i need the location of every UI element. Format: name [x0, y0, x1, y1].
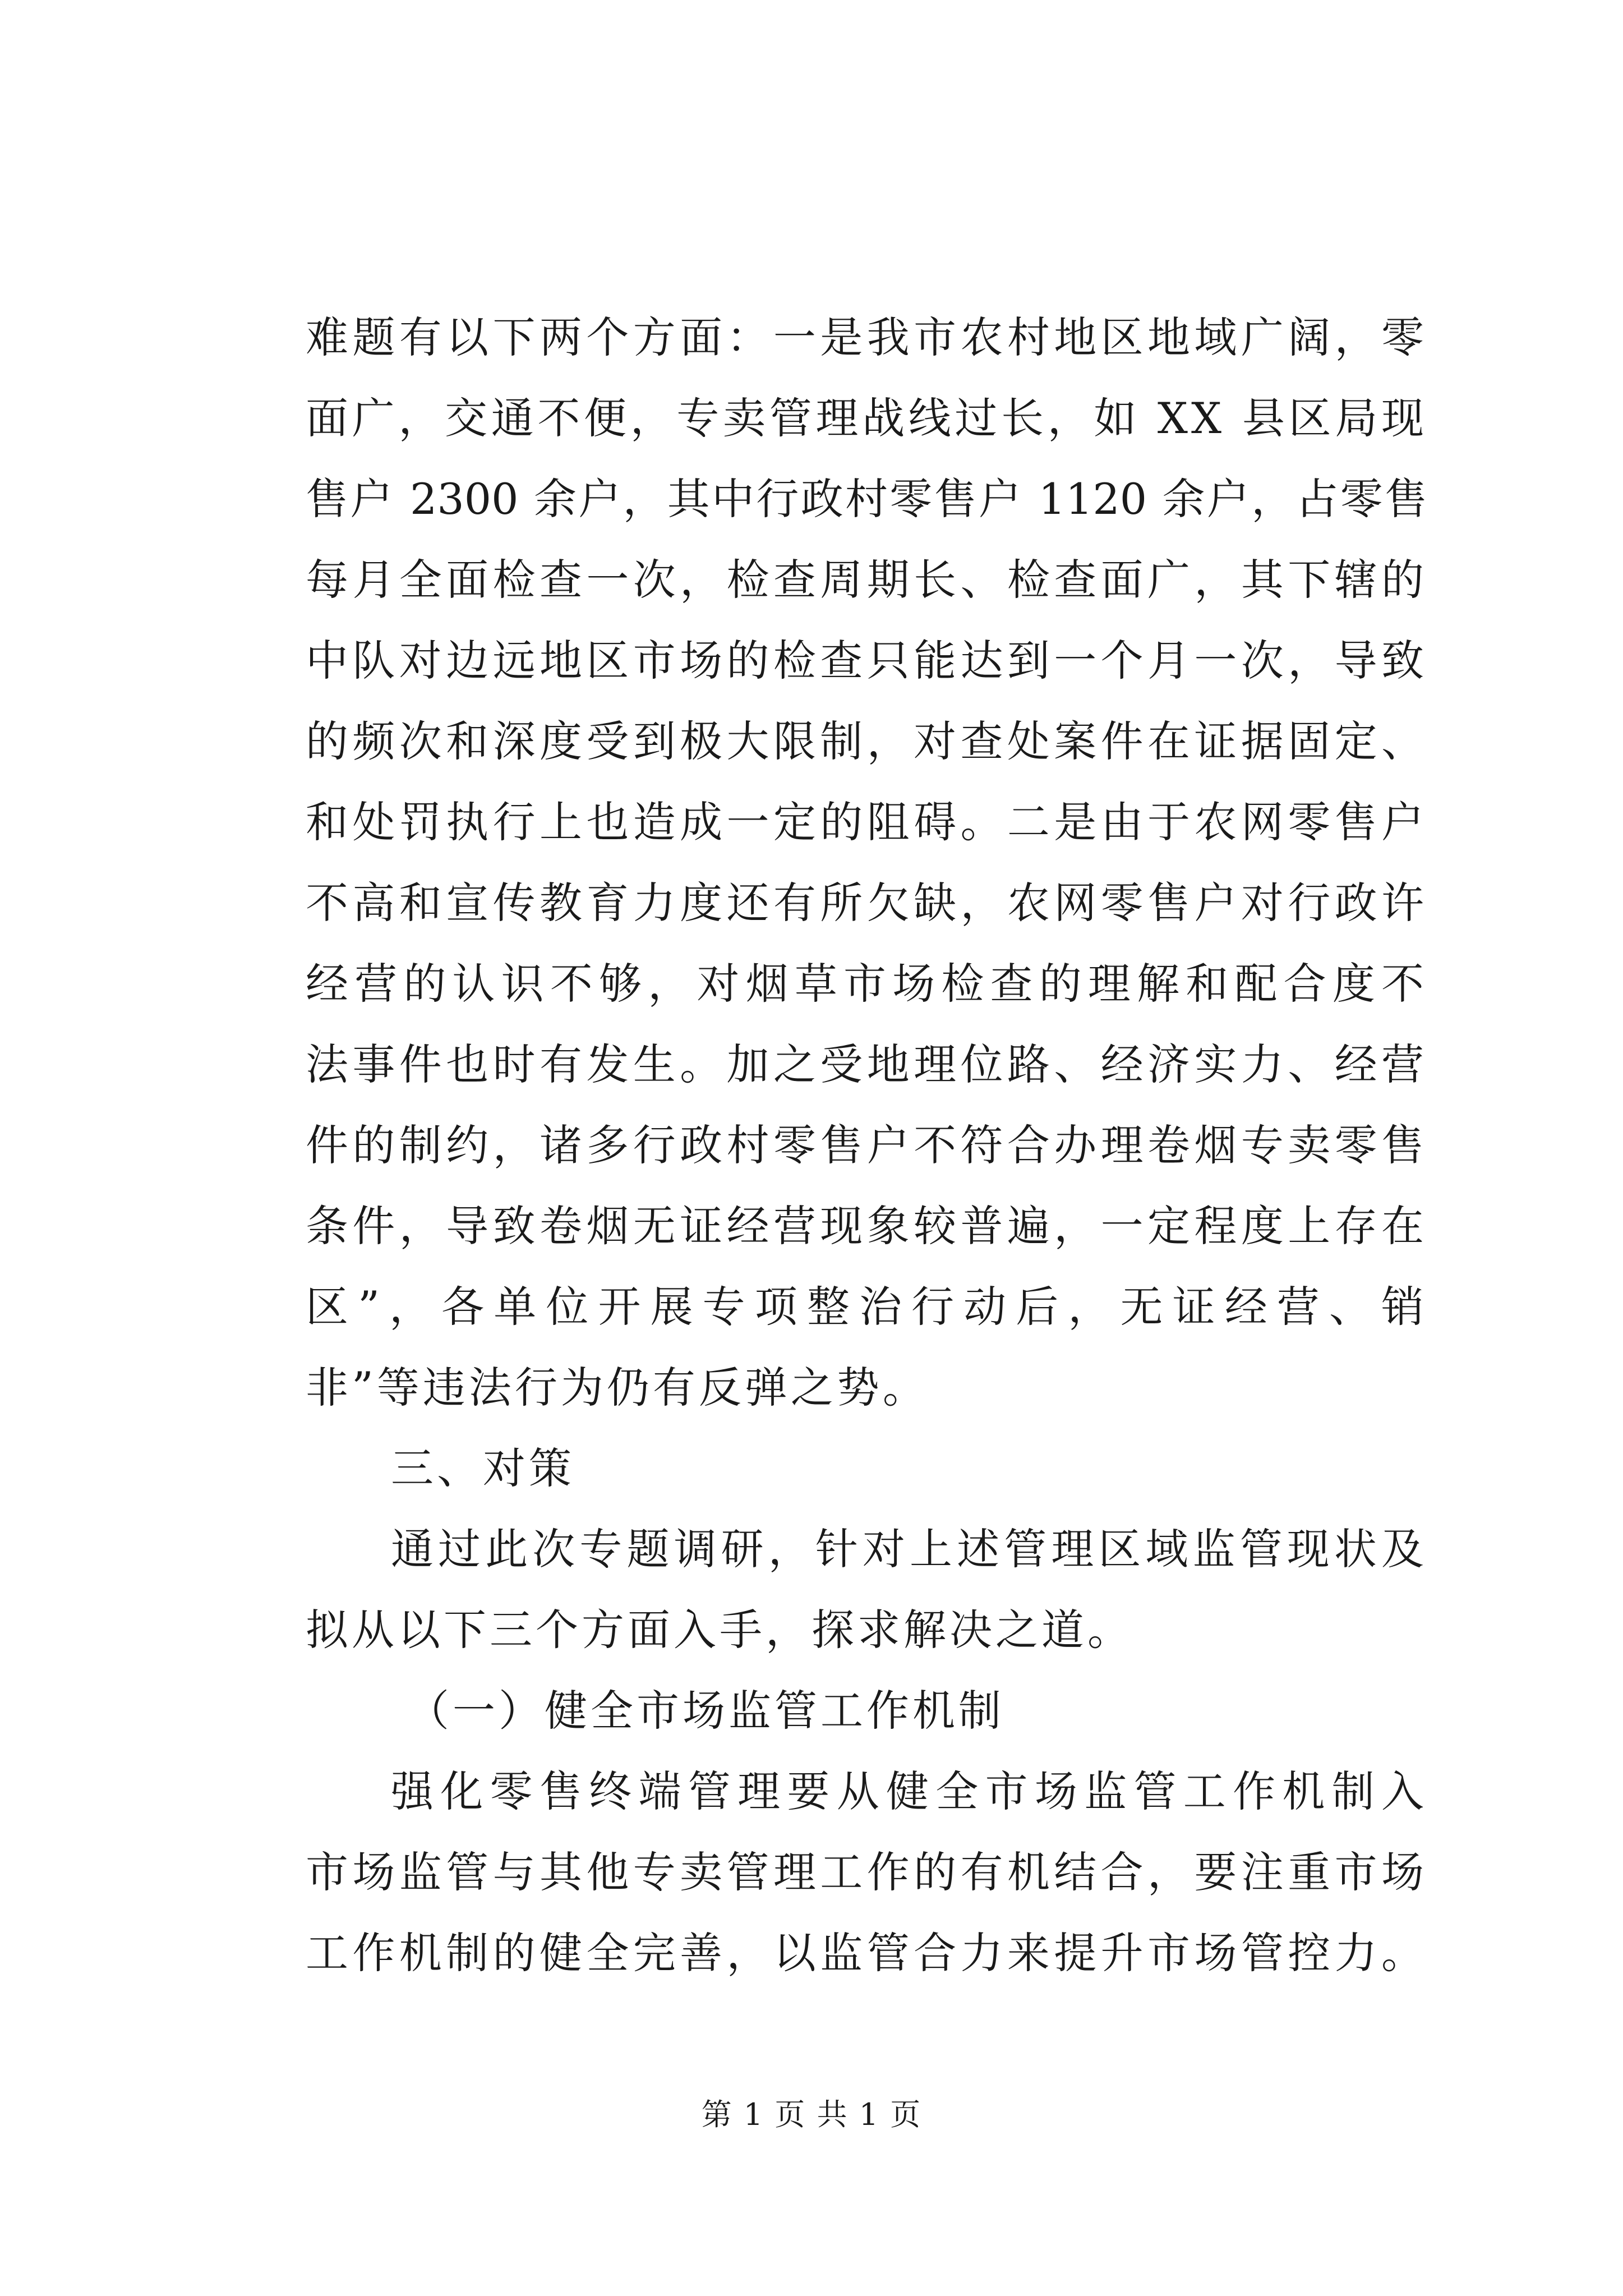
paragraph-line: 售户 2300 余户，其中行政村零售户 1120 余户，占零售	[306, 474, 1427, 524]
paragraph-line: 区”，各单位开展专项整治行动后，无证经营、销	[306, 1282, 1427, 1332]
paragraph-line: 和处罚执行上也造成一定的阻碍。二是由于农网零售户	[306, 797, 1427, 847]
paragraph-line: 市场监管与其他专卖管理工作的有机结合，要注重市场	[306, 1847, 1427, 1897]
section-heading: 三、对策	[391, 1443, 575, 1493]
paragraph-line: 件的制约，诸多行政村零售户不符合办理卷烟专卖零售	[306, 1120, 1427, 1170]
paragraph-line: 面广，交通不便，专卖管理战线过长，如 XX 县区局现	[306, 393, 1427, 443]
paragraph-line: 通过此次专题调研，针对上述管理区域监管现状及	[391, 1524, 1427, 1574]
paragraph-line: 中队对边远地区市场的检查只能达到一个月一次，导致	[306, 636, 1427, 685]
paragraph-line: 强化零售终端管理要从健全市场监管工作机制入	[391, 1766, 1427, 1816]
paragraph-line: 非”等违法行为仍有反弹之势。	[306, 1363, 929, 1412]
paragraph-line: 法事件也时有发生。加之受地理位路、经济实力、经营	[306, 1039, 1427, 1089]
paragraph-line: 条件，导致卷烟无证经营现象较普遍，一定程度上存在	[306, 1201, 1427, 1251]
paragraph-line: 难题有以下两个方面：一是我市农村地区地域广阔，零	[306, 312, 1427, 362]
paragraph-line: 不高和宣传教育力度还有所欠缺，农网零售户对行政许	[306, 878, 1427, 928]
document-body	[306, 297, 1427, 1994]
paragraph-line: 工作机制的健全完善，以监管合力来提升市场管控力。	[306, 1928, 1427, 1978]
paragraph-line: 经营的认识不够，对烟草市场检查的理解和配合度不	[306, 959, 1427, 1009]
paragraph-line: 每月全面检查一次，检查周期长、检查面广，其下辖的	[306, 555, 1427, 605]
paragraph-line: 拟从以下三个方面入手，探求解决之道。	[306, 1605, 1133, 1655]
subsection-heading: （一）健全市场监管工作机制	[407, 1686, 1004, 1736]
paragraph-line: 的频次和深度受到极大限制，对查处案件在证据固定、	[306, 716, 1427, 766]
page-footer: 第 1 页 共 1 页	[701, 2097, 922, 2132]
